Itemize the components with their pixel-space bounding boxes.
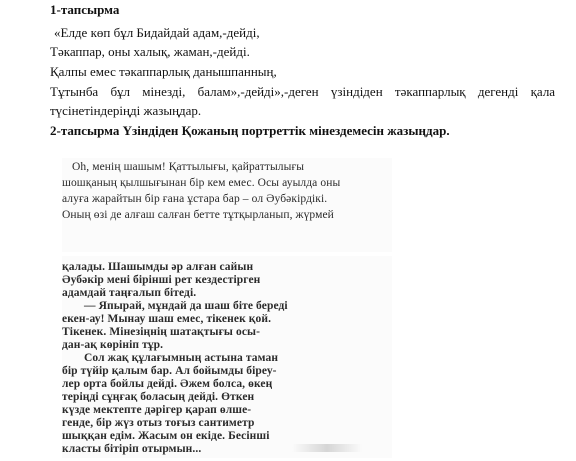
scan-line: бір түйір қалым бар. Ал бойымды біреу- — [62, 365, 277, 377]
scan-line: Тікенек. Мінезіңнің шатақтығы осы- — [62, 326, 261, 338]
task1-line-3: Қалпы емес тәкаппарлық данышпанның, — [50, 64, 277, 79]
task1-line-5: түсінетіндеріңді жазыңдар. — [50, 103, 202, 118]
scan-line: класты бітіріп отырмын... — [62, 443, 202, 455]
task1-heading: 1-тапсырма — [50, 2, 120, 17]
task1-line-4: Тұтынба бұл мінезді, балам»,-дейді»,-деген үзіндіден тәкаппарлық дегенді қала — [50, 84, 556, 99]
scan-line: күзде мектепте дәрігер қарап өлше- — [62, 404, 252, 416]
scan-line: екен-ау! Мынау шаш емес, тікенек қой. — [62, 313, 272, 325]
scan-line: алуға жарайтын бір ғана ұстара бар – ол Әубәкірдікі. — [62, 193, 328, 205]
scan-line: Оның өзі де алғаш салған бетте тұтқырланып, жүрмей — [62, 209, 334, 221]
scan-line: теріңді сұңғақ боласың дейді. Өткен — [62, 391, 255, 403]
scan-line: қалады. Шашымды әр алған сайын — [62, 261, 254, 273]
scan-line: лер орта бойлы дейді. Әжем болса, өкең — [62, 378, 273, 390]
task1-line-2: Тәкаппар, оны халық, жаман,-дейді. — [50, 44, 250, 59]
scan-line: Әубәкір мені бірінші рет кездестірген — [62, 274, 261, 286]
scanned-excerpt — [62, 158, 392, 458]
scan-line: дан-ақ көрініп тұр. — [62, 339, 164, 351]
scan-line: шошқаның қылшығынан бір кем емес. Осы ауылда оны — [62, 177, 341, 189]
page-divider — [62, 252, 392, 256]
task1-line-1: «Елде көп бұл Бидайдай адам,-дейді, — [54, 25, 260, 40]
task2-heading: 2-тапсырма Үзіндіден Қожаның портреттік мінездемесін жазыңдар. — [50, 123, 450, 138]
scan-line: адамдай таңғалып бітеді. — [62, 287, 197, 299]
scan-line: Oh, менің шашым! Қаттылығы, қайраттылығы — [72, 161, 305, 173]
scan-line: Сол жақ құлағымның астына таман — [84, 352, 279, 364]
scan-line: шыққан едім. Жасым он екіде. Бесінші — [62, 430, 270, 442]
scan-smudge — [292, 444, 362, 452]
scan-line: — Япырай, мұндай да шаш біте береді — [84, 300, 288, 312]
scan-line: генде, бір жүз отыз тоғыз сантиметр — [62, 417, 255, 429]
